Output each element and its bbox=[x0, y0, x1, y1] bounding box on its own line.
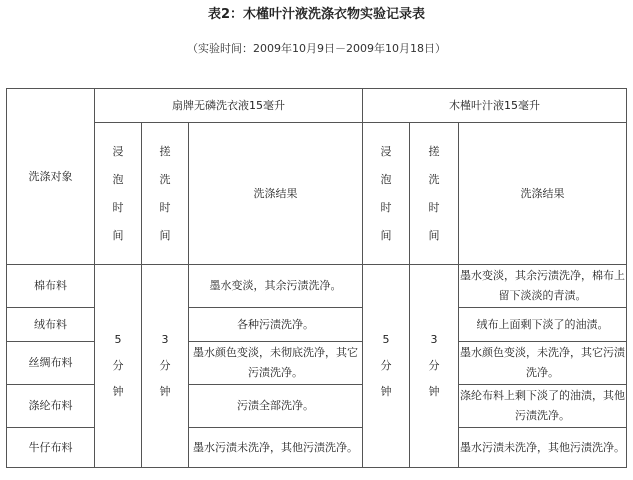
value-char: 5 bbox=[114, 333, 122, 346]
table-row bbox=[7, 265, 627, 308]
value-char: 钟 bbox=[159, 385, 171, 398]
result-cell-hibiscus: 涤纶布料上剩下淡了的油渍，其他污渍洗净。 bbox=[459, 385, 627, 428]
header-char: 泡 bbox=[112, 172, 124, 186]
value-char: 钟 bbox=[428, 385, 440, 398]
result-cell-detergent: 污渍全部洗净。 bbox=[189, 385, 363, 428]
scrub-time-value-detergent bbox=[142, 265, 189, 468]
header-char: 时 bbox=[380, 200, 392, 214]
header-char: 浸 bbox=[380, 144, 392, 158]
result-cell-hibiscus: 墨水颜色变淡，未洗净，其它污渍洗净。 bbox=[459, 342, 627, 385]
scrub-time-value-hibiscus bbox=[410, 265, 459, 468]
value-char: 钟 bbox=[112, 385, 124, 398]
experiment-date-range: （实验时间：2009年10月9日－2009年10月18日） bbox=[187, 42, 446, 55]
header-char: 洗 bbox=[428, 172, 440, 186]
header-char: 浸 bbox=[112, 144, 124, 158]
group-header-hibiscus: 木槿叶汁液15毫升 bbox=[363, 89, 627, 123]
soak-time-value-hibiscus bbox=[363, 265, 410, 468]
fabric-cell: 棉布料 bbox=[7, 265, 95, 308]
group-header-detergent: 扇牌无磷洗衣液15毫升 bbox=[95, 89, 363, 123]
column-header-scrub-time-hibiscus bbox=[410, 123, 459, 265]
fabric-cell: 涤纶布料 bbox=[7, 385, 95, 428]
header-char: 搓 bbox=[159, 144, 171, 158]
column-header-result-detergent: 洗涤结果 bbox=[189, 123, 363, 265]
value-char: 5 bbox=[382, 333, 390, 346]
value-char: 钟 bbox=[380, 385, 392, 398]
fabric-cell: 丝绸布料 bbox=[7, 342, 95, 385]
table-header-row-columns bbox=[7, 123, 627, 265]
header-char: 间 bbox=[380, 228, 392, 242]
header-char: 时 bbox=[159, 200, 171, 214]
result-cell-hibiscus: 绒布上面剩下淡了的油渍。 bbox=[459, 308, 627, 342]
table-header-row-groups bbox=[7, 89, 627, 123]
result-cell-hibiscus: 墨水变淡，其余污渍洗净，棉布上留下淡淡的青渍。 bbox=[459, 265, 627, 308]
header-char: 间 bbox=[112, 228, 124, 242]
soak-time-value-detergent bbox=[95, 265, 142, 468]
experiment-record-table bbox=[6, 88, 627, 468]
fabric-cell: 绒布料 bbox=[7, 308, 95, 342]
column-header-soak-time-hibiscus bbox=[363, 123, 410, 265]
row-header-cell: 洗涤对象 bbox=[7, 89, 95, 265]
header-char: 洗 bbox=[159, 172, 171, 186]
header-char: 间 bbox=[428, 228, 440, 242]
header-char: 间 bbox=[159, 228, 171, 242]
header-char: 泡 bbox=[380, 172, 392, 186]
value-char: 分 bbox=[159, 359, 171, 372]
column-header-soak-time-detergent bbox=[95, 123, 142, 265]
result-cell-hibiscus: 墨水污渍未洗净，其他污渍洗净。 bbox=[459, 428, 627, 468]
value-char: 分 bbox=[380, 359, 392, 372]
column-header-result-hibiscus: 洗涤结果 bbox=[459, 123, 627, 265]
header-char: 时 bbox=[112, 200, 124, 214]
page-title: 表2：木槿叶汁液洗涤衣物实验记录表 bbox=[207, 7, 426, 22]
value-char: 3 bbox=[430, 333, 438, 346]
fabric-cell: 牛仔布料 bbox=[7, 428, 95, 468]
result-cell-detergent: 墨水变淡，其余污渍洗净。 bbox=[189, 265, 363, 308]
result-cell-detergent: 墨水污渍未洗净，其他污渍洗净。 bbox=[189, 428, 363, 468]
value-char: 分 bbox=[428, 359, 440, 372]
result-cell-detergent: 各种污渍洗净。 bbox=[189, 308, 363, 342]
value-char: 分 bbox=[112, 359, 124, 372]
value-char: 3 bbox=[161, 333, 169, 346]
column-header-scrub-time-detergent bbox=[142, 123, 189, 265]
header-char: 时 bbox=[428, 200, 440, 214]
header-char: 搓 bbox=[428, 144, 440, 158]
result-cell-detergent: 墨水颜色变淡，未彻底洗净，其它污渍洗净。 bbox=[189, 342, 363, 385]
